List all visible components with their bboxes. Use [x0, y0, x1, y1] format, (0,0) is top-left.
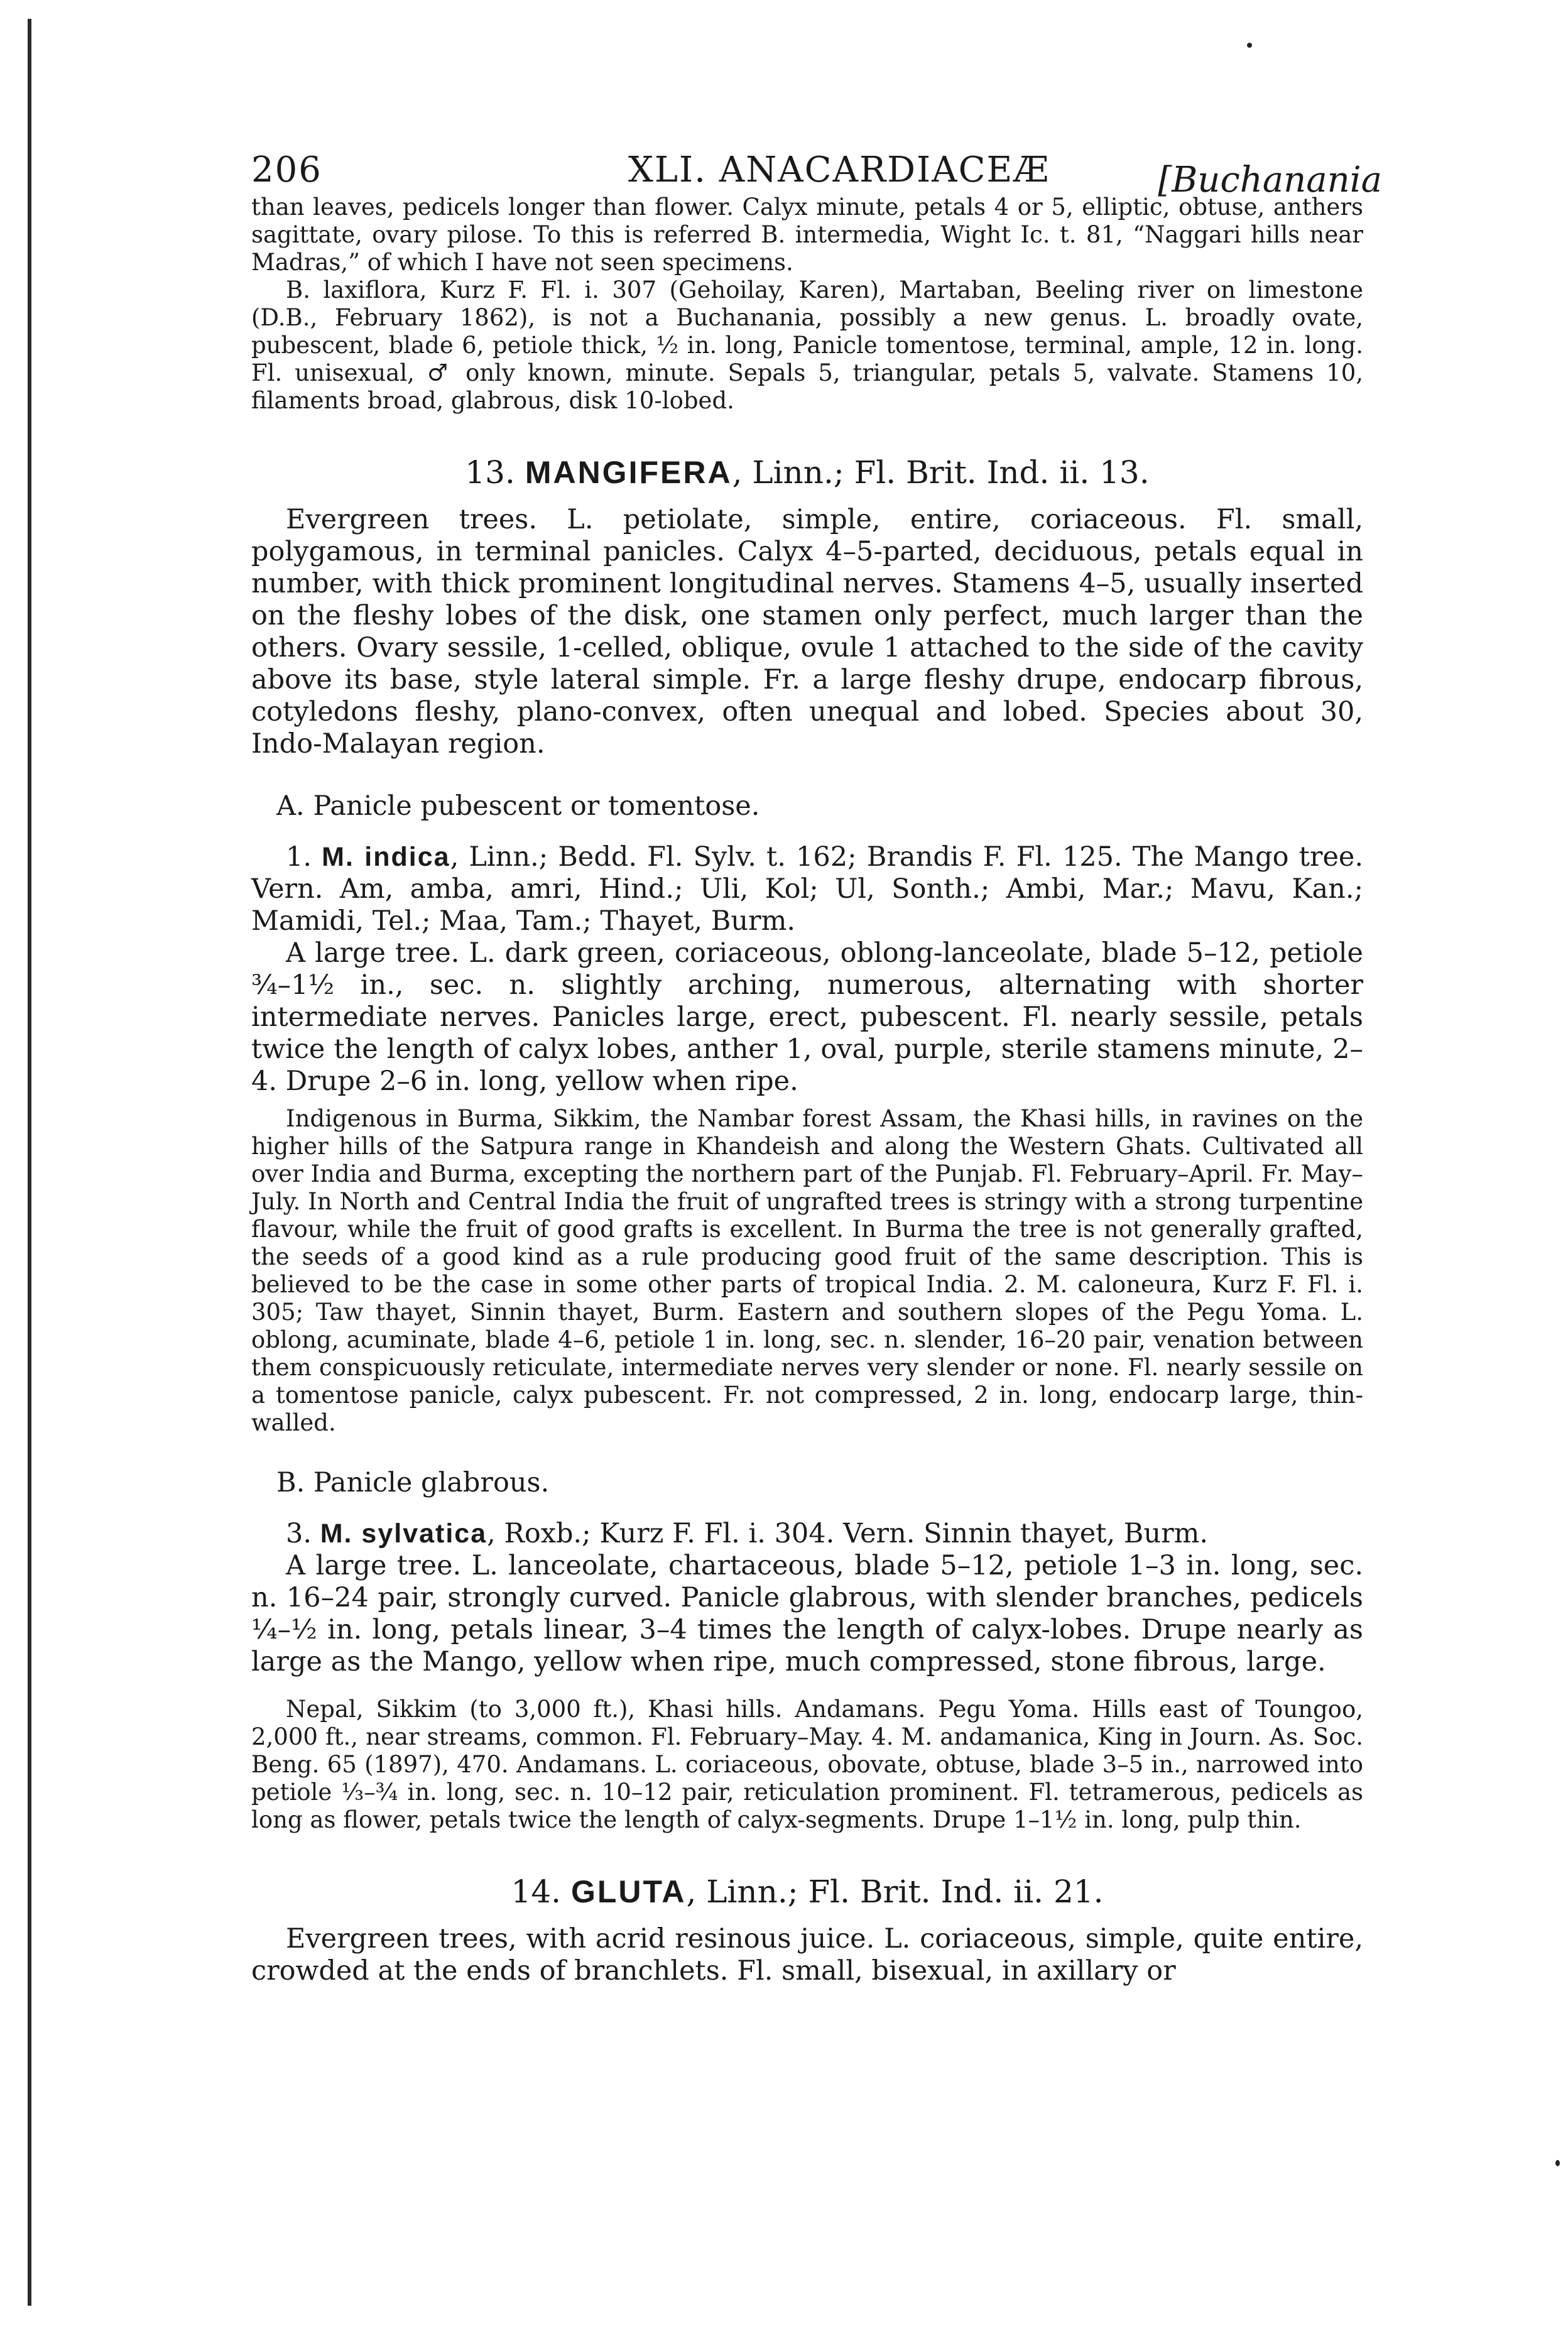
- genus-heading-mangifera: [251, 454, 1363, 491]
- speck-mark: [1555, 2160, 1560, 2166]
- page-number: 206: [251, 150, 322, 190]
- buchanania-laxiflora-paragraph: B. laxiflora, Kurz F. Fl. i. 307 (Gehoilay, Karen), Martaban, Beeling river on limestone (D.B., February 1862), is not a Buchanania, possibly a new genus. L. broadly ovate, pubescent, blade 6, petiole thick, ½ in. long, Panicle tomentose, terminal, ample, 12 in. long. Fl. unisexual, ♂ only known, minute. Sepals 5, triangular, petals 5, valvate. Stamens 10, filaments broad, glabrous, disk 10-lobed.: [251, 276, 1363, 414]
- species-citation: , Roxb.; Kurz F. Fl. i. 304. Vern. Sinnin thayet, Burm.: [487, 1518, 1209, 1549]
- indica-distribution: Indigenous in Burma, Sikkim, the Nambar forest Assam, the Khasi hills, in ravines on the higher hills of the Satpura range in Khandeish and along the Western Ghats. Cultivated all over India and Burma, excepting the northern part of the Punjab. Fl. February–April. Fr. May–July. In North and Central India the fruit of ungrafted trees is stringy with a strong turpentine flavour, while the fruit of good grafts is excellent. In Burma the tree is not generally grafted, the seeds of a good kind as a rule producing good fruit of the same description. This is believed to be the case in some other parts of tropical India. 2. M. caloneura, Kurz F. Fl. i. 305; Taw thayet, Sinnin thayet, Burm. Eastern and southern slopes of the Pegu Yoma. L. oblong, acuminate, blade 4–6, petiole 1 in. long, sec. n. slender, 16–20 pair, venation between them conspicuously reticulate, intermediate nerves very slender or none. Fl. nearly sessile on a tomentose panicle, calyx pubescent. Fr. not compressed, 2 in. long, endocarp large, thin-walled.: [251, 1105, 1363, 1436]
- genus-name: MANGIFERA: [525, 455, 732, 490]
- species-number: 1.: [286, 841, 312, 873]
- key-section-b: B. Panicle glabrous.: [276, 1467, 550, 1498]
- genus-heading-gluta: [251, 1873, 1363, 1911]
- species-name: M. sylvatica: [320, 1519, 487, 1549]
- mangifera-description: Evergreen trees. L. petiolate, simple, entire, coriaceous. Fl. small, polygamous, in terminal panicles. Calyx 4–5-parted, deciduous, petals equal in number, with thick prominent longitudinal nerves. Stamens 4–5, usually inserted on the fleshy lobes of the disk, one stamen only perfect, much larger than the others. Ovary sessile, 1-celled, oblique, ovule 1 attached to the side of the cavity above its base, style lateral simple. Fr. a large fleshy drupe, endocarp fibrous, cotyledons fleshy, plano-convex, often unequal and lobed. Species about 30, Indo-Malayan region.: [251, 504, 1363, 760]
- buchanania-intermedia-paragraph: than leaves, pedicels longer than flower. Calyx minute, petals 4 or 5, elliptic, obtuse, anthers sagittate, ovary pilose. To this is referred B. intermedia, Wight Ic. t. 81, “Naggari hills near Madras,” of which I have not seen specimens.: [251, 194, 1363, 276]
- running-head: [Buchanania: [1158, 160, 1382, 200]
- genus-citation: , Linn.; Fl. Brit. Ind. ii. 21.: [686, 1873, 1104, 1910]
- genus-number: 13.: [465, 454, 515, 491]
- indica-description: A large tree. L. dark green, coriaceous, oblong-lanceolate, blade 5–12, petiole ¾–1½ in., sec. n. slightly arching, numerous, alternating with shorter intermediate nerves. Panicles large, erect, pubescent. Fl. nearly sessile, petals twice the length of calyx lobes, anther 1, oval, purple, sterile stamens minute, 2–4. Drupe 2–6 in. long, yellow when ripe.: [251, 937, 1363, 1097]
- species-number: 3.: [286, 1518, 312, 1549]
- species-entry-sylvatica: [251, 1518, 1363, 1550]
- species-entry-indica: [251, 841, 1363, 937]
- chapter-title: XLI. ANACARDIACEÆ: [628, 150, 1050, 190]
- sylvatica-description: A large tree. L. lanceolate, chartaceous, blade 5–12, petiole 1–3 in. long, sec. n. 16–24 pair, strongly curved. Panicle glabrous, with slender branches, pedicels ¼–½ in. long, petals linear, 3–4 times the length of calyx-lobes. Drupe nearly as large as the Mango, yellow when ripe, much compressed, stone fibrous, large.: [251, 1550, 1363, 1677]
- sylvatica-distribution: Nepal, Sikkim (to 3,000 ft.), Khasi hills. Andamans. Pegu Yoma. Hills east of Toungoo, 2,000 ft., near streams, common. Fl. February–May. 4. M. andamanica, King in Journ. As. Soc. Beng. 65 (1897), 470. Andamans. L. coriaceous, obovate, obtuse, blade 3–5 in., narrowed into petiole ⅓–¾ in. long, sec. n. 10–12 pair, reticulation prominent. Fl. tetramerous, pedicels as long as flower, petals twice the length of calyx-segments. Drupe 1–1½ in. long, pulp thin.: [251, 1696, 1363, 1833]
- key-section-a: A. Panicle pubescent or tomentose.: [276, 790, 760, 822]
- gluta-description: Evergreen trees, with acrid resinous juice. L. coriaceous, simple, quite entire, crowded at the ends of branchlets. Fl. small, bisexual, in axillary or: [251, 1923, 1363, 1987]
- speck-mark: [1247, 43, 1252, 48]
- page-content: [251, 137, 1382, 1987]
- species-citation: , Linn.; Bedd. Fl. Sylv. t. 162; Brandis F. Fl. 125. The Mango tree. Vern. Am, amba, amri, Hind.; Uli, Kol; Ul, Sonth.; Ambi, Mar.; Mavu, Kan.; Mamidi, Tel.; Maa, Tam.; Thayet, Burm.: [251, 841, 1364, 937]
- genus-citation: , Linn.; Fl. Brit. Ind. ii. 13.: [732, 454, 1150, 491]
- genus-number: 14.: [511, 1873, 562, 1910]
- genus-name: GLUTA: [570, 1874, 687, 1909]
- page-header: [251, 137, 1382, 200]
- species-name: M. indica: [322, 842, 450, 872]
- page-border-line: [28, 19, 31, 2306]
